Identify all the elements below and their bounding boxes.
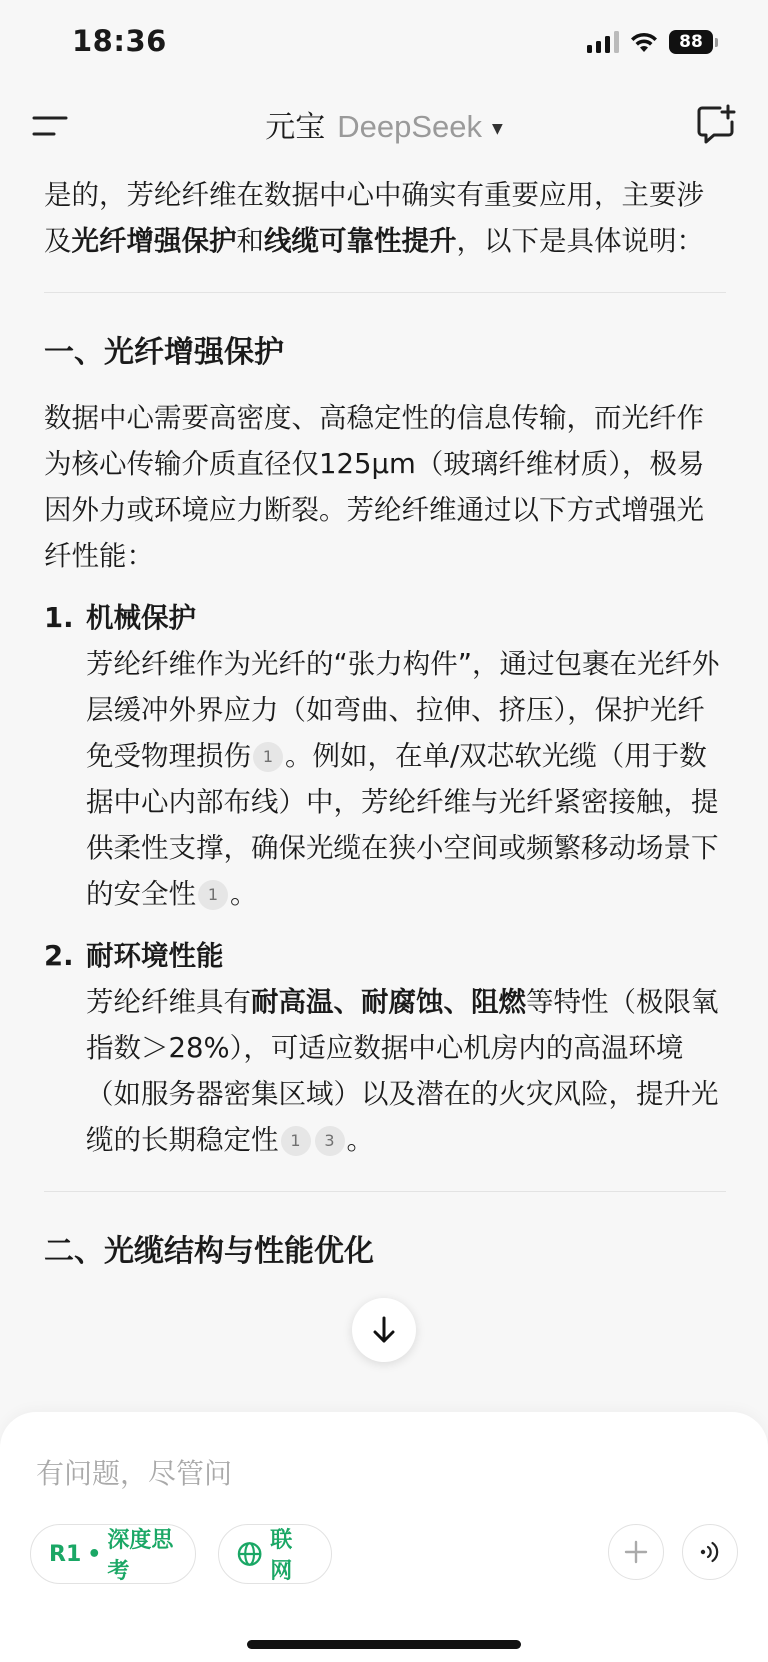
globe-icon xyxy=(237,1541,262,1567)
bold-text: 、 xyxy=(443,986,471,1018)
app-header xyxy=(0,90,768,160)
list-number: 2. xyxy=(44,940,74,972)
intro-paragraph xyxy=(44,172,726,264)
intro-text-mid: 和 xyxy=(236,225,264,257)
wifi-icon xyxy=(629,31,659,53)
list-item-body xyxy=(86,641,726,917)
citation-badge[interactable]: 1 xyxy=(198,880,228,910)
battery-level: 88 xyxy=(669,30,713,54)
section-heading-2: 二、光缆结构与性能优化 xyxy=(44,1234,374,1269)
divider xyxy=(44,1191,726,1192)
citation-badge[interactable]: 1 xyxy=(253,742,283,772)
model-selector[interactable] xyxy=(0,102,768,146)
intro-bold-2: 线缆可靠性提升 xyxy=(264,225,457,257)
prompt-input[interactable] xyxy=(36,1450,726,1496)
citation-badge[interactable]: 1 xyxy=(281,1126,311,1156)
new-chat-button[interactable] xyxy=(694,102,738,146)
list-item xyxy=(44,933,726,1163)
arrow-down-icon xyxy=(370,1315,398,1345)
battery-cap xyxy=(715,38,718,47)
section-heading-1: 一、光纤增强保护 xyxy=(44,335,284,370)
body-text: 芳纶纤维具有 xyxy=(86,986,251,1018)
body-text: 。 xyxy=(230,878,258,910)
app-title: 元宝 xyxy=(265,110,326,145)
list-item-title xyxy=(44,595,726,641)
web-search-toggle[interactable] xyxy=(218,1524,332,1584)
body-text: 。例如，在单/双芯软光缆（用于数据中心内部布线）中，芳纶纤维与光纤紧密接触，提供柔性支撑，确保光缆在狭小空间或频繁移动场景下的安全性 xyxy=(86,740,719,910)
input-panel xyxy=(0,1412,768,1662)
intro-text-end: ，以下是具体说明： xyxy=(456,225,704,257)
voice-icon xyxy=(696,1538,724,1566)
citation-badge[interactable]: 3 xyxy=(315,1126,345,1156)
battery-icon xyxy=(669,30,718,54)
status-time: 18:36 xyxy=(72,24,167,58)
intro-text: 是的，芳纶纤维在数据中心中确实有重要应用，主要涉及 xyxy=(44,179,704,257)
scroll-to-bottom-button[interactable] xyxy=(352,1298,416,1362)
section-1-paragraph: 数据中心需要高密度、高稳定性的信息传输，而光纤作为核心传输介质直径仅125μm（玻璃纤维材质），极易因外力或环境应力断裂。芳纶纤维通过以下方式增强光纤性能： xyxy=(44,402,705,572)
list-title-text: 机械保护 xyxy=(86,602,196,634)
attach-button[interactable] xyxy=(608,1524,664,1580)
status-bar xyxy=(0,0,768,90)
response-content xyxy=(44,172,726,1294)
intro-bold-1: 光纤增强保护 xyxy=(71,225,237,257)
new-chat-icon xyxy=(694,102,738,146)
body-text: 等特性（极限氧指数＞28%），可适应数据中心机房内的高温环境（如服务器密集区域）以及潜在的火灾风险，提升光缆的长期稳定性 xyxy=(86,986,719,1156)
status-icons xyxy=(587,30,718,54)
voice-button[interactable] xyxy=(682,1524,738,1580)
web-label: 联网 xyxy=(270,1528,293,1584)
caret-down-icon: ▼ xyxy=(492,120,503,137)
bold-text: 耐高温 xyxy=(251,986,334,1018)
plus-icon xyxy=(623,1539,649,1565)
signal-icon xyxy=(587,31,619,53)
chip-dot: • xyxy=(87,1541,102,1567)
model-name: DeepSeek xyxy=(337,109,482,144)
divider xyxy=(44,292,726,293)
list-item xyxy=(44,595,726,917)
bold-text: 阻燃 xyxy=(471,986,526,1018)
list-title-text: 耐环境性能 xyxy=(86,940,224,972)
body-text: 芳纶纤维作为光纤的“张力构件”，通过包裹在光纤外层缓冲外界应力（如弯曲、拉伸、挤压），保护光纤免受物理损伤 xyxy=(86,648,720,772)
list-item-body xyxy=(86,979,726,1163)
list-number: 1. xyxy=(44,602,74,634)
deep-think-toggle[interactable] xyxy=(30,1524,196,1584)
r1-label: R1 xyxy=(49,1541,82,1567)
home-indicator xyxy=(247,1640,521,1649)
bold-text: 耐腐蚀 xyxy=(361,986,444,1018)
bold-text: 、 xyxy=(333,986,361,1018)
deep-think-label: 深度思考 xyxy=(107,1528,174,1584)
body-text: 。 xyxy=(346,1124,374,1156)
list-item-title xyxy=(44,933,726,979)
